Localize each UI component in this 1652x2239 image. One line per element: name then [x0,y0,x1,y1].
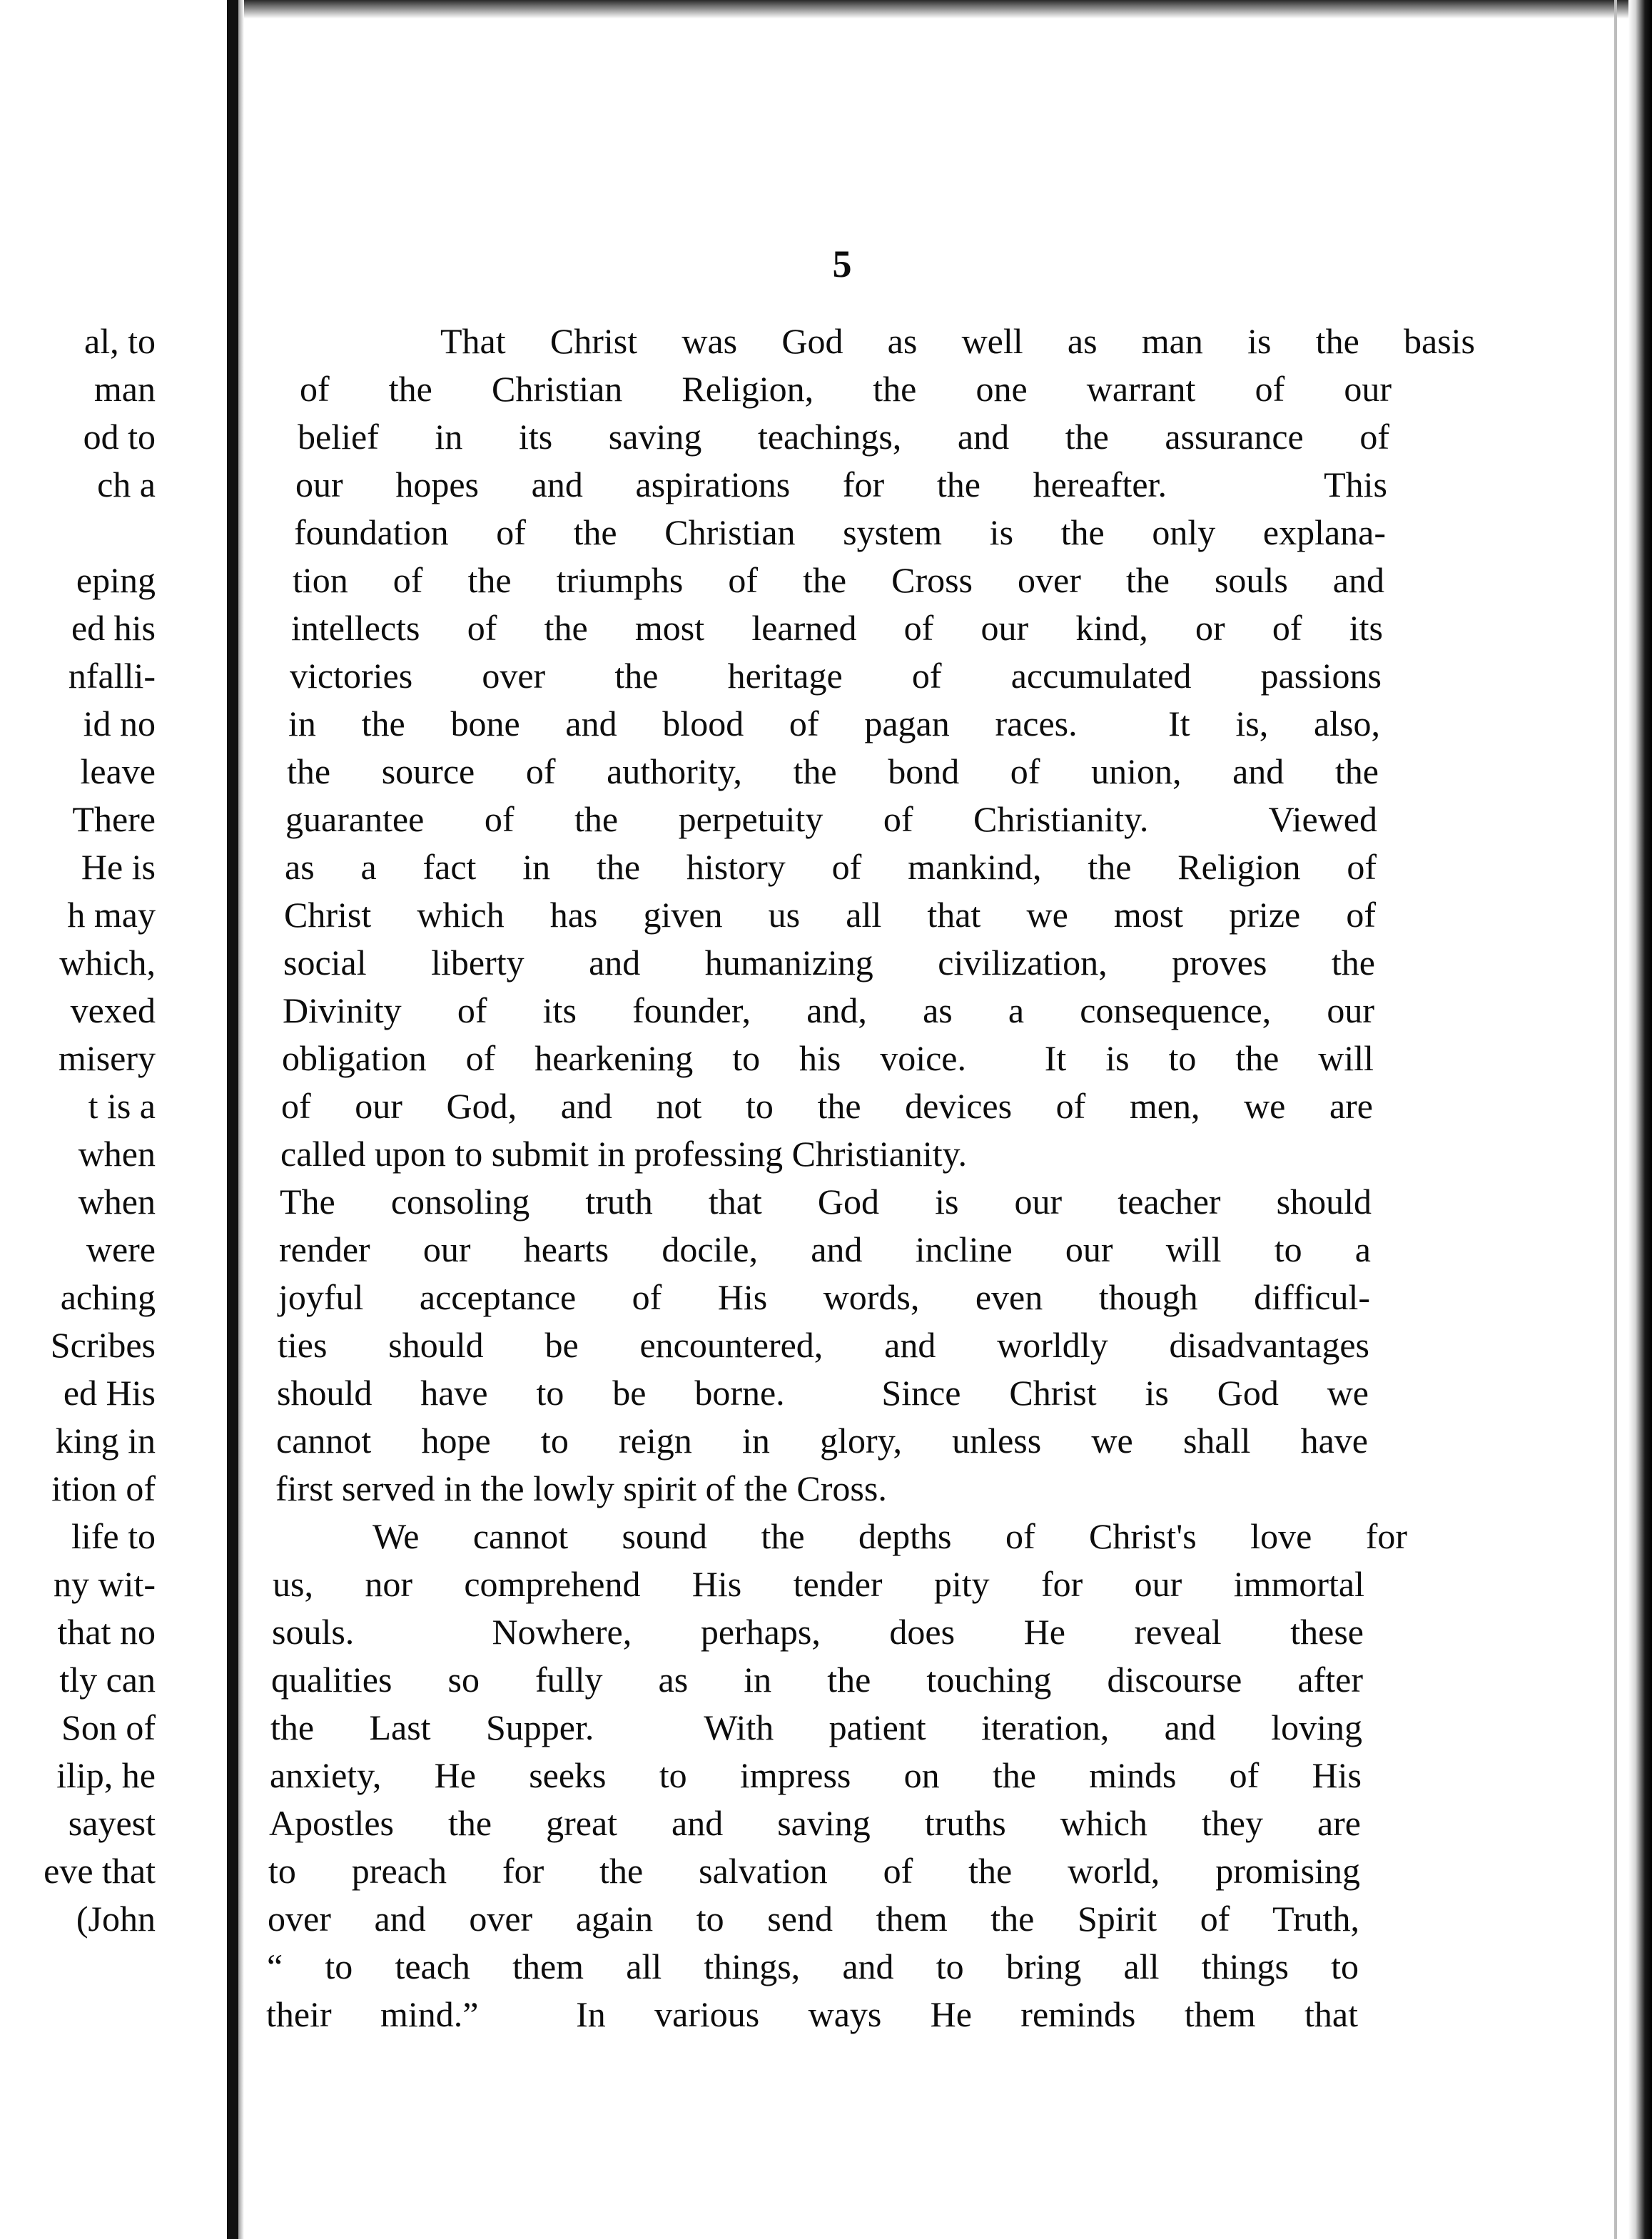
previous-page-text [44,318,156,1943]
fragment-line: He is [81,847,156,887]
text-line: the Last Supper. With patient iteration, and loving [270,1707,1362,1747]
text-line: social liberty and humanizing civilization, proves the [283,943,1375,983]
text-line: We cannot sound the depths of Christ's love for [373,1516,1407,1556]
fragment-line: od to [83,417,156,457]
fragment-line: ed his [71,608,156,648]
text-line: anxiety, He seeks to impress on the minds of His [270,1755,1362,1795]
text-line: belief in its saving teachings, and the assurance of [298,417,1389,457]
fragment-line: man [93,369,156,409]
text-line: souls. Nowhere, perhaps, does He reveal these [272,1612,1364,1652]
text-line: intellects of the most learned of our kind, or of its [291,608,1383,648]
book-gutter [227,0,238,2239]
fragment-line: ition of [51,1468,156,1508]
fragment-line: ch a [97,464,156,504]
previous-page-fragment [0,0,227,2239]
fragment-line: eve that [44,1851,156,1891]
fragment-line: were [86,1229,156,1269]
fragment-line: Scribes [50,1325,156,1365]
text-line: as a fact in the history of mankind, the Religion of [285,847,1377,887]
text-line: of the Christian Religion, the one warrant of our [300,369,1392,409]
text-line: qualities so fully as in the touching discourse after [271,1660,1363,1700]
text-line: first served in the lowly spirit of the Cross. [275,1468,887,1508]
text-line: Divinity of its founder, and, as a consequence, our [283,990,1374,1030]
text-line: to preach for the salvation of the world, promising [268,1851,1360,1891]
fragment-line: There [72,799,156,839]
text-line: the source of authority, the bond of union, and the [287,751,1379,791]
text-line: of our God, and not to the devices of men, we are [281,1086,1373,1126]
fragment-line: Son of [61,1707,156,1747]
fragment-line: h may [67,895,156,935]
fragment-line: eping [76,560,156,600]
text-line: cannot hope to reign in glory, unless we shall have [276,1421,1368,1461]
fragment-line: when [78,1134,156,1174]
body-text [244,318,1475,2039]
text-line: victories over the heritage of accumulated passions [290,656,1382,696]
fragment-line: leave [80,751,156,791]
fragment-line [44,509,156,557]
fragment-line: misery [58,1038,156,1078]
page-number: 5 [832,243,852,285]
text-line: guarantee of the perpetuity of Christianity. Viewed [285,799,1377,839]
text-line: joyful acceptance of His words, even though difficul- [278,1277,1370,1317]
fragment-line: that no [57,1612,156,1652]
text-line: Christ which has given us all that we most prize of [284,895,1376,935]
text-line: tion of the triumphs of the Cross over the souls and [293,560,1384,600]
fragment-line: ed His [63,1373,156,1413]
fragment-line: life to [71,1516,156,1556]
fragment-line: t is a [88,1086,156,1126]
fragment-line: id no [83,704,156,743]
text-line: “ to teach them all things, and to bring all things to [267,1946,1359,1986]
text-line: us, nor comprehend His tender pity for our immortal [273,1564,1364,1604]
text-line: obligation of hearkening to his voice. It is to the will [282,1038,1374,1078]
fragment-line: vexed [70,990,156,1030]
fragment-line: al, to [84,321,156,361]
gutter-shadow [238,0,244,2239]
text-line: called upon to submit in professing Christianity. [280,1134,967,1174]
fragment-line: (John [76,1899,156,1939]
fragment-line: ilip, he [56,1755,156,1795]
fragment-line: nfalli- [68,656,156,696]
text-line: Apostles the great and saving truths which they are [269,1803,1361,1843]
text-line: our hopes and aspirations for the hereafter. This [295,464,1387,504]
text-line: render our hearts docile, and incline our will to a [279,1229,1371,1269]
fragment-line: sayest [68,1803,156,1843]
text-line: foundation of the Christian system is the only explana- [294,512,1386,552]
fragment-line: when [78,1182,156,1222]
fragment-line: aching [60,1277,156,1317]
book-right-edge [1628,0,1652,2239]
text-line: should have to be borne. Since Christ is God we [277,1373,1369,1413]
fragment-line: ny wit- [53,1564,156,1604]
page-top-shadow [244,0,1628,19]
fragment-line: king in [55,1421,156,1461]
text-line: their mind.” In various ways He reminds them that [266,1994,1358,2034]
fragment-line: tly can [59,1660,156,1700]
text-line: ties should be encountered, and worldly disadvantages [278,1325,1369,1365]
main-page [244,0,1628,2239]
text-line: The consoling truth that God is our teacher should [280,1182,1372,1222]
text-line: That Christ was God as well as man is the basis [440,321,1475,361]
page-stack-edge [1614,0,1617,2239]
text-line: over and over again to send them the Spirit of Truth, [268,1899,1359,1939]
fragment-line: which, [59,943,156,983]
text-line: in the bone and blood of pagan races. It is, also, [288,704,1380,743]
